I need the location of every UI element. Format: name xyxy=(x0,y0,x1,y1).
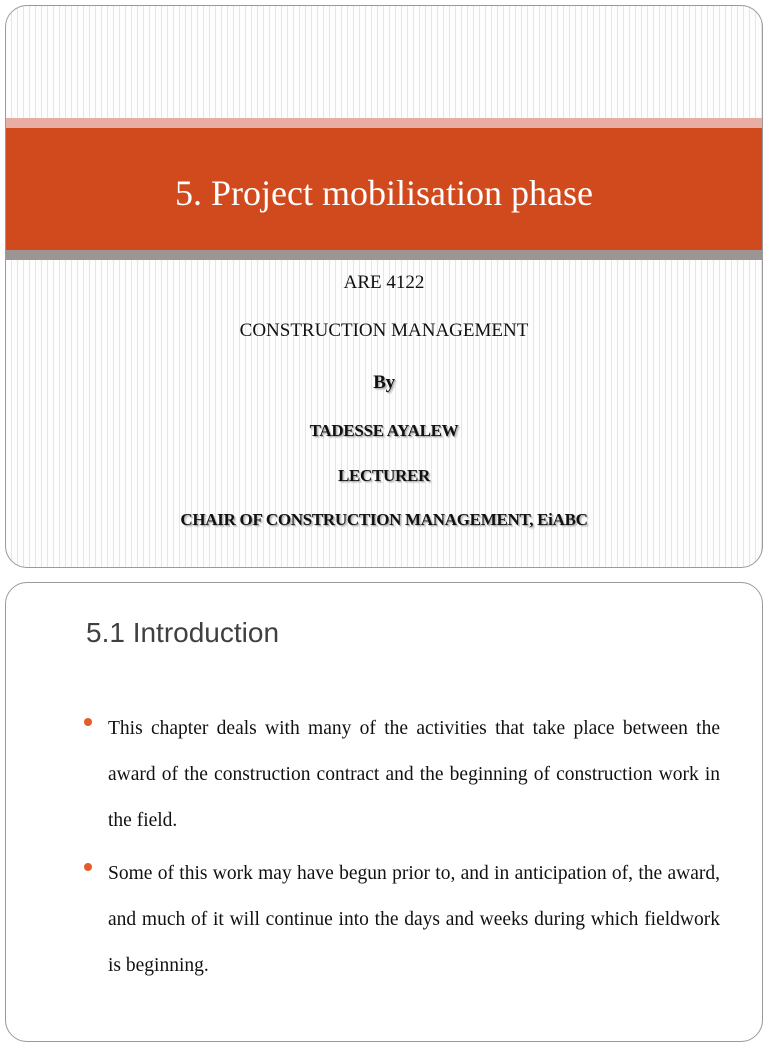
title-band-top-stripe xyxy=(6,118,762,128)
slide-title: 5. Project mobilisation phase xyxy=(175,173,593,213)
bullet-text: This chapter deals with many of the activities that take place between the award of the construction contract and the beginning of construction work in the field. xyxy=(108,718,720,831)
list-item xyxy=(84,851,720,989)
course-code: ARE 4122 xyxy=(343,272,425,293)
by-label: By xyxy=(373,372,395,393)
course-name: CONSTRUCTION MANAGEMENT xyxy=(239,320,529,341)
bullet-text: Some of this work may have begun prior to, and in anticipation of, the award, and much of it will continue into the days and weeks during which fieldwork is beginning. xyxy=(108,863,720,976)
title-band xyxy=(6,128,762,250)
department: CHAIR OF CONSTRUCTION MANAGEMENT, EiABC xyxy=(180,510,588,529)
section-title: 5.1 Introduction xyxy=(86,617,280,648)
author-name: TADESSE AYALEW xyxy=(309,421,459,440)
title-slide xyxy=(5,5,763,568)
title-band-bottom-stripe xyxy=(6,250,762,260)
bullet-dot-icon xyxy=(84,718,92,726)
list-item xyxy=(84,706,720,844)
bullet-dot-icon xyxy=(84,863,92,871)
author-position: LECTURER xyxy=(337,466,431,485)
content-slide xyxy=(5,582,763,1042)
